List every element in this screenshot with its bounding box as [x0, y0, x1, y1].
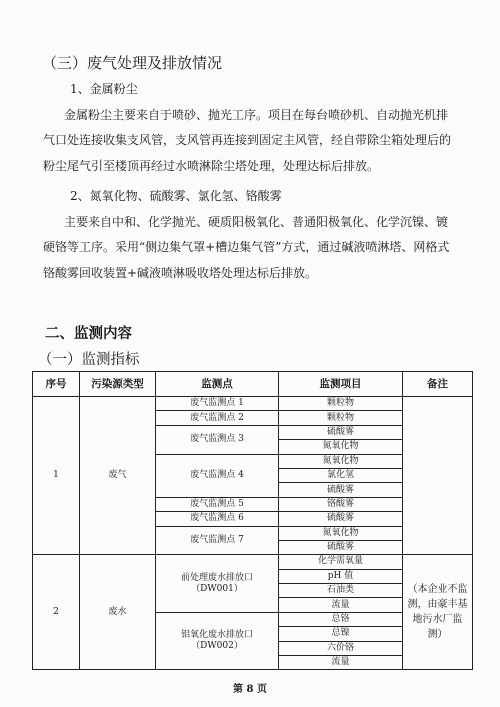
gas-item: 颗粒物	[279, 411, 403, 425]
water-point-dw001-name: 前处理废水排放口	[180, 572, 253, 583]
section-heading: 二、监测内容	[45, 326, 132, 342]
gas-point: 废气监测点 1	[156, 397, 279, 411]
gas-item: 氮氧化物	[279, 454, 403, 468]
gas-item: 氯化氢	[279, 468, 403, 482]
water-point-dw002-name: 铝氧化废水排放口	[180, 630, 253, 641]
water-item: 流量	[279, 656, 403, 670]
item-2-title: 2、氮氧化物、硫酸雾、氯化氢、铬酸雾	[70, 189, 282, 203]
gas-item: 硫酸雾	[279, 512, 403, 526]
water-item: 总铬	[279, 612, 403, 626]
water-note: （本企业不监测，由豪丰基地污水厂监测）	[403, 555, 473, 670]
section-3-title: （三）废气处理及排放情况	[42, 54, 223, 72]
gas-item: 颗粒物	[279, 397, 403, 411]
header-note: 备注	[403, 372, 473, 397]
water-item: 石油类	[279, 584, 403, 598]
water-point-dw001-code: （DW001）	[191, 583, 243, 594]
item-2-line-1: 主要来自中和、化学抛光、硬质阳极氧化、普通阳极氧化、化学沉镍、镀	[64, 215, 449, 229]
gas-point: 废气监测点 6	[156, 512, 279, 526]
gas-point: 废气监测点 5	[156, 497, 279, 511]
page-number: 第 8 页	[233, 684, 267, 695]
gas-point: 废气监测点 7	[156, 526, 279, 555]
header-no: 序号	[33, 372, 80, 397]
table-header-row	[33, 372, 473, 397]
water-item: 总镍	[279, 627, 403, 641]
gas-point: 废气监测点 4	[156, 454, 279, 497]
row-1-number: 1	[33, 397, 80, 555]
item-1-line-1: 金属粉尘主要来自于喷砂、抛光工序。项目在每台喷砂机、自动抛光机排	[64, 108, 449, 122]
item-1-title: 1、金属粉尘	[70, 82, 138, 96]
gas-item: 硫酸雾	[279, 540, 403, 554]
gas-item: 硫酸雾	[279, 425, 403, 439]
header-item: 监测项目	[279, 372, 403, 397]
water-point-dw001	[156, 555, 279, 613]
table-row	[33, 555, 473, 569]
gas-item: 氮氧化物	[279, 440, 403, 454]
header-point: 监测点	[156, 372, 279, 397]
water-point-dw002	[156, 612, 279, 670]
gas-point: 废气监测点 3	[156, 425, 279, 454]
water-item: 六价铬	[279, 641, 403, 655]
gas-note	[403, 397, 473, 555]
item-1-line-2: 气口处连接收集支风管，支风管再连接到固定主风管，经自带除尘箱处理后的	[43, 133, 452, 147]
monitoring-table	[32, 371, 473, 670]
water-item: 化学需氧量	[279, 555, 403, 569]
subsection-heading: （一）监测指标	[38, 352, 140, 368]
table-row	[33, 397, 473, 411]
water-item: 流量	[279, 598, 403, 612]
water-item: pH 值	[279, 569, 403, 583]
header-type: 污染源类型	[80, 372, 156, 397]
item-1-line-3: 粉尘尾气引至楼顶再经过水喷淋除尘塔处理，处理达标后排放。	[43, 159, 380, 173]
item-2-line-3: 铬酸雾回收装置+碱液喷淋吸收塔处理达标后排放。	[43, 266, 318, 280]
gas-item: 铬酸雾	[279, 497, 403, 511]
item-2-line-2: 硬铬等工序。采用“侧边集气罩+槽边集气管”方式，通过碱液喷淋塔、网格式	[43, 240, 450, 254]
row-2-number: 2	[33, 555, 80, 670]
row-2-type: 废水	[80, 555, 156, 670]
gas-point: 废气监测点 2	[156, 411, 279, 425]
water-point-dw002-code: （DW002）	[191, 641, 243, 652]
gas-item: 硫酸雾	[279, 483, 403, 497]
row-1-type: 废气	[80, 397, 156, 555]
gas-item: 氮氧化物	[279, 526, 403, 540]
